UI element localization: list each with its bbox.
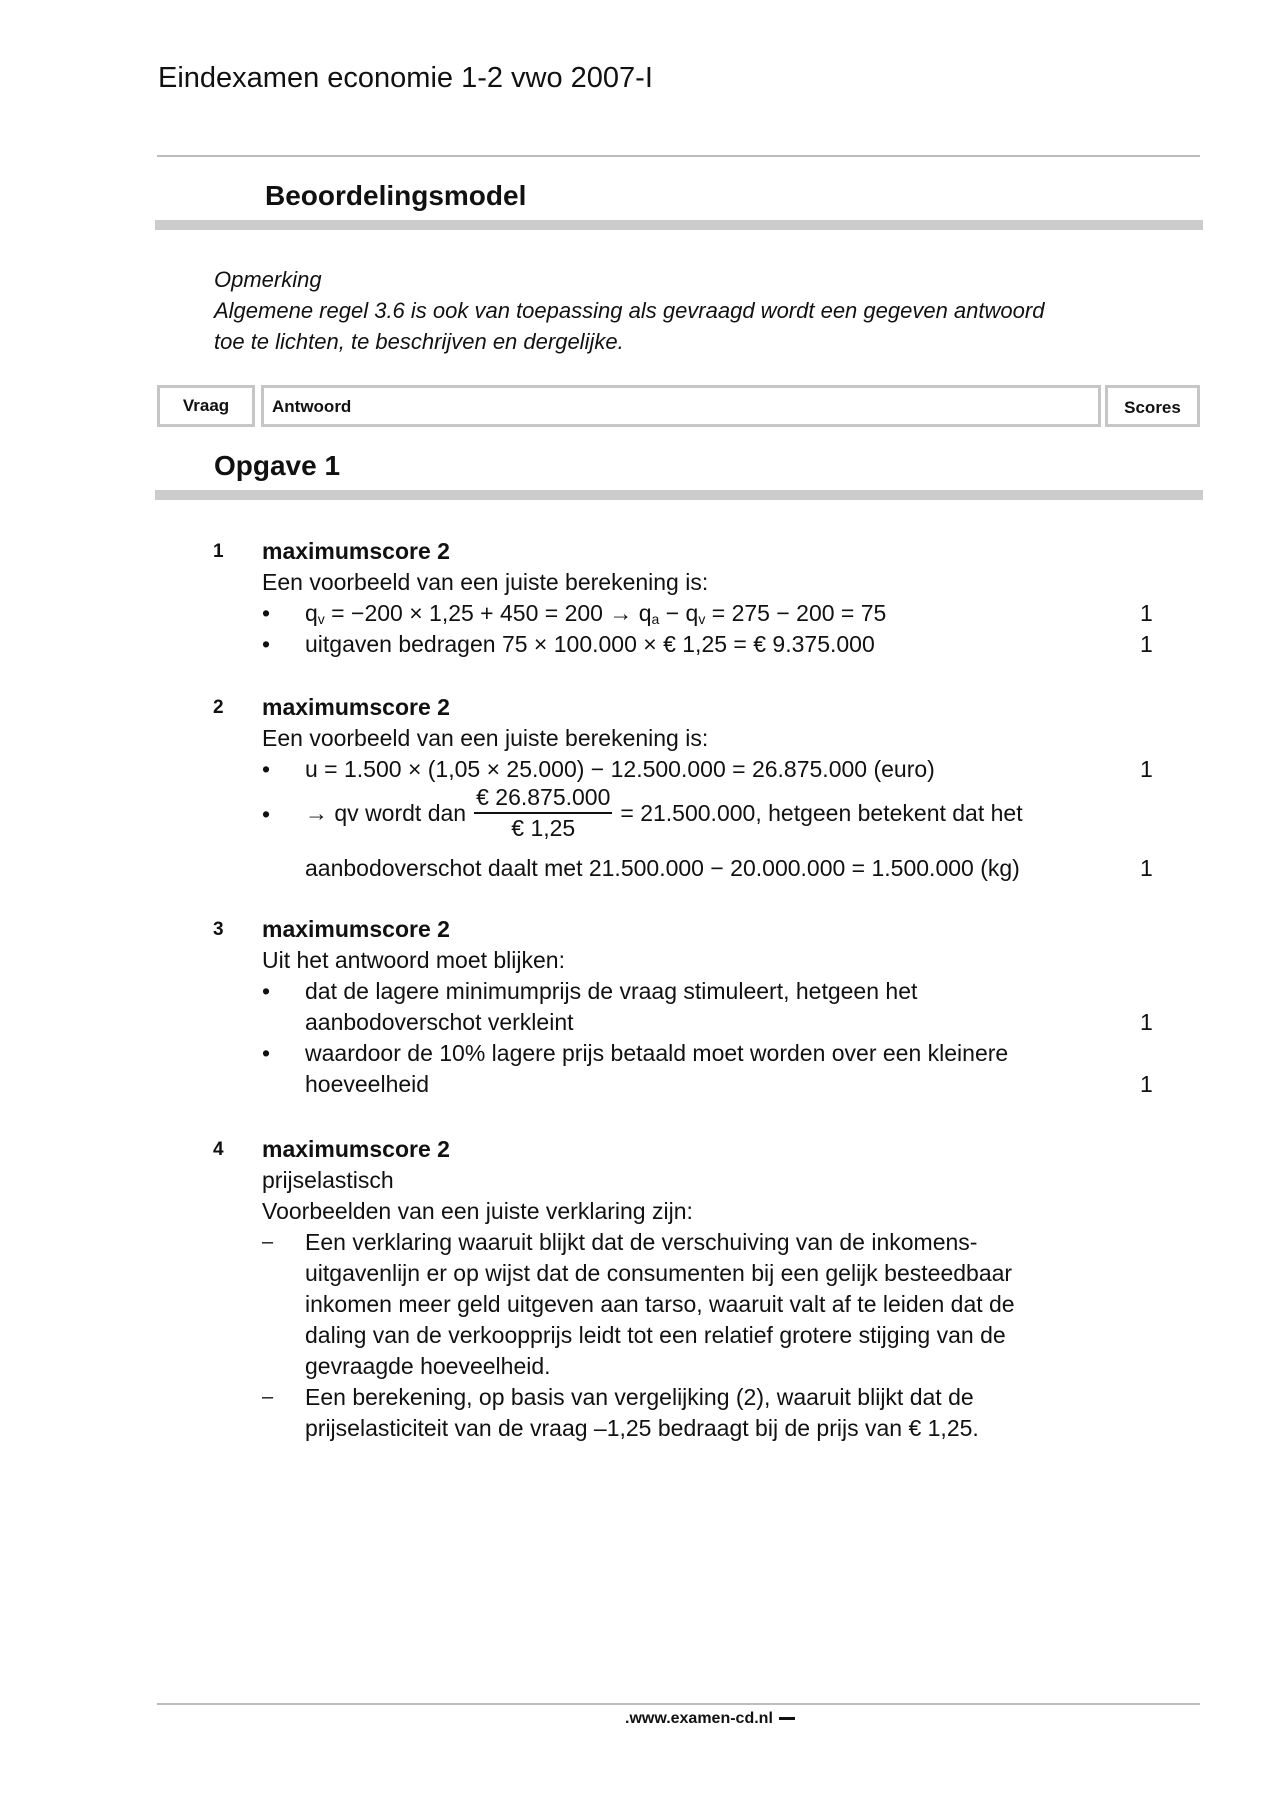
bullet-icon: • [262, 978, 271, 1004]
remark-line-2: toe te lichten, te beschrijven en dergelijke. [214, 329, 624, 354]
formula-part: = −200 × 1,25 + 450 = 200 → q [324, 600, 652, 626]
answer-item-line: hoeveelheid [305, 1071, 430, 1097]
answer-item-line: waardoor de 10% lagere prijs betaald moet worden over een kleinere [305, 1040, 1009, 1066]
formula-part: q [305, 600, 318, 626]
item-score: 1 [1140, 631, 1153, 657]
section-title: Beoordelingsmodel [265, 180, 527, 211]
question-answer: prijselastisch [262, 1167, 394, 1193]
question-number: 1 [213, 541, 224, 562]
question-intro: Een voorbeeld van een juiste berekening is: [262, 569, 709, 595]
bullet-icon: • [262, 756, 271, 782]
fraction [474, 784, 612, 842]
question-heading: maximumscore 2 [262, 916, 450, 942]
formula-subscript: a [651, 611, 660, 627]
answer-item-fraction [305, 784, 1023, 842]
answer-item [305, 600, 886, 627]
footer-divider [157, 1703, 1200, 1705]
item-score: 1 [1140, 855, 1153, 881]
remark-line-1: Algemene regel 3.6 is ook van toepassing als gevraagd wordt een gegeven antwoord [214, 298, 1045, 323]
question-number: 2 [213, 697, 224, 718]
answer-item: u = 1.500 × (1,05 × 25.000) − 12.500.000 = 26.875.000 (euro) [305, 756, 935, 782]
footer-url: .www.examen-cd.nl [625, 1710, 773, 1727]
antwoord-label: Antwoord [272, 397, 352, 416]
opgave-title: Opgave 1 [214, 450, 341, 481]
bullet-icon: • [262, 600, 271, 626]
vraag-label: Vraag [182, 396, 230, 415]
section-divider [155, 220, 1203, 230]
question-number: 3 [213, 919, 224, 940]
answer-item-line: dat de lagere minimumprijs de vraag stimuleert, hetgeen het [305, 978, 918, 1004]
answer-item: uitgaven bedragen 75 × 100.000 × € 1,25 = € 9.375.000 [305, 631, 875, 657]
formula-part: = 275 − 200 = 75 [705, 600, 887, 626]
bullet-icon: • [262, 1040, 271, 1066]
column-header-vraag [157, 385, 255, 427]
dash-icon: – [262, 1231, 274, 1253]
footer [625, 1710, 795, 1728]
header-divider [157, 155, 1200, 157]
item-score: 1 [1140, 600, 1153, 626]
formula-part: − q [659, 600, 699, 626]
answer-item-line: Een berekening, op basis van vergelijking (2), waaruit blijkt dat de [305, 1384, 974, 1410]
scores-label: Scores [1124, 398, 1181, 417]
item-score: 1 [1140, 1009, 1153, 1035]
fraction-numerator: € 26.875.000 [474, 784, 612, 814]
formula-subscript: v [698, 611, 706, 627]
question-intro: Een voorbeeld van een juiste berekening is: [262, 725, 709, 751]
fraction-denominator: € 1,25 [511, 815, 576, 841]
question-intro: Voorbeelden van een juiste verklaring zijn: [262, 1198, 693, 1224]
fraction-prefix: → qv wordt dan [305, 799, 467, 826]
remark-label: Opmerking [214, 267, 322, 292]
bullet-icon: • [262, 801, 271, 827]
item-score: 1 [1140, 756, 1153, 782]
question-number: 4 [213, 1139, 224, 1160]
footer-dash-icon [779, 1717, 795, 1720]
answer-item-line: inkomen meer geld uitgeven aan tarso, waaruit valt af te leiden dat de [305, 1291, 1015, 1317]
question-heading: maximumscore 2 [262, 694, 450, 720]
item-score: 1 [1140, 1071, 1153, 1097]
question-heading: maximumscore 2 [262, 1136, 450, 1162]
dash-icon: – [262, 1386, 274, 1408]
answer-item-line: gevraagde hoeveelheid. [305, 1353, 551, 1379]
question-intro: Uit het antwoord moet blijken: [262, 947, 565, 973]
fraction-suffix: = 21.500.000, hetgeen betekent dat het [620, 799, 1023, 826]
answer-item-continuation: aanbodoverschot daalt met 21.500.000 − 20.000.000 = 1.500.000 (kg) [305, 855, 1020, 881]
answer-item-line: Een verklaring waaruit blijkt dat de verschuiving van de inkomens- [305, 1229, 978, 1255]
answer-item-line: aanbodoverschot verkleint [305, 1009, 574, 1035]
answer-item-line: prijselasticiteit van de vraag –1,25 bedraagt bij de prijs van € 1,25. [305, 1415, 979, 1441]
column-header-antwoord [261, 385, 1101, 427]
answer-item-line: daling van de verkoopprijs leidt tot een relatief grotere stijging van de [305, 1322, 1006, 1348]
column-header-scores [1105, 385, 1200, 427]
bullet-icon: • [262, 631, 271, 657]
answer-item-line: uitgavenlijn er op wijst dat de consumenten bij een gelijk besteedbaar [305, 1260, 1013, 1286]
document-title: Eindexamen economie 1-2 vwo 2007-I [158, 62, 653, 94]
opgave-divider [155, 490, 1203, 500]
formula-subscript: v [317, 611, 325, 627]
question-heading: maximumscore 2 [262, 538, 450, 564]
